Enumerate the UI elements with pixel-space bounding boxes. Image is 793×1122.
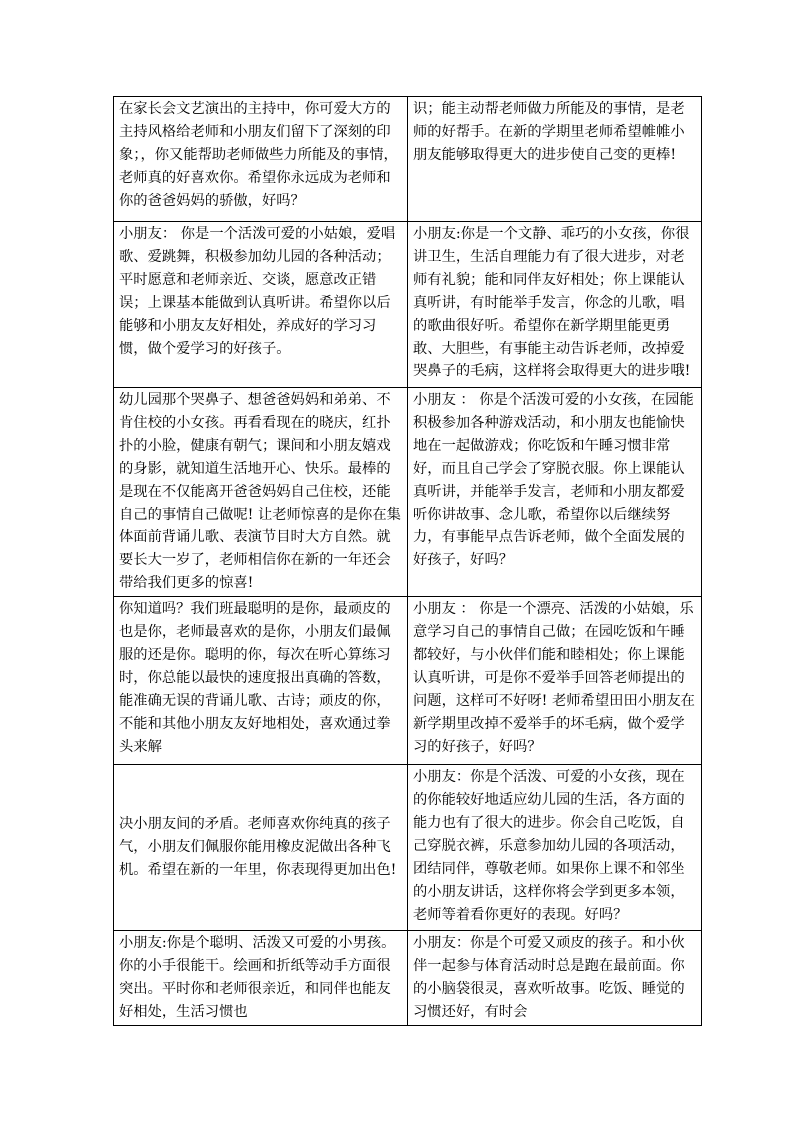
table-row xyxy=(114,597,702,765)
comment-cell: 小朋友 ： 你是个活泼可爱的小女孩，在园能积极参加各种游戏活动，和小朋友也能愉快地在一起做游戏；你吃饭和午睡习惯非常好，而且自己学会了穿脱衣服。你上课能认真听讲，并能举手发言，老师和小朋友都爱听你讲故事、念儿歌，希望你以后继续努力，有事能早点告诉老师，做个全面发展的好孩子，好吗？ xyxy=(408,388,702,597)
comment-cell: 小朋友： 你是一个活泼可爱的小姑娘，爱唱歌、爱跳舞，积极参加幼儿园的各种活动；平时愿意和老师亲近、交谈，愿意改正错误；上课基本能做到认真听讲。希望你以后能够和小朋友友好相处，养成好的学习习惯，做个爱学习的好孩子。 xyxy=(114,222,408,388)
comment-cell: 在家长会文艺演出的主持中，你可爱大方的主持风格给老师和小朋友们留下了深刻的印象；，你又能帮助老师做些力所能及的事情，老师真的好喜欢你。希望你永远成为老师和你的爸爸妈妈的骄傲，好吗？ xyxy=(114,97,408,222)
comments-table xyxy=(113,96,702,1026)
table-row xyxy=(114,931,702,1026)
comment-cell: 小朋友:你是个聪明、活泼又可爱的小男孩。你的小手很能干。绘画和折纸等动手方面很突出。平时你和老师很亲近，和同伴也能友好相处，生活习惯也 xyxy=(114,931,408,1026)
comment-cell: 幼儿园那个哭鼻子、想爸爸妈妈和弟弟、不肯住校的小女孩。再看看现在的晓庆，红扑扑的小脸，健康有朝气；课间和小朋友嬉戏的身影，就知道生活地开心、快乐。最棒的是现在不仅能离开爸爸妈妈自己住校，还能自己的事情自己做呢! 让老师惊喜的是你在集体面前背诵儿歌、表演节目时大方自然。就要长大一岁了，老师相信你在新的一年还会带给我们更多的惊喜! xyxy=(114,388,408,597)
table-row xyxy=(114,765,702,931)
comment-cell: 识；能主动帮老师做力所能及的事情，是老师的好帮手。在新的学期里老师希望帷帷小朋友能够取得更大的进步使自己变的更棒! xyxy=(408,97,702,222)
table-row xyxy=(114,97,702,222)
table-row xyxy=(114,388,702,597)
comment-cell: 决小朋友间的矛盾。老师喜欢你纯真的孩子气，小朋友们佩服你能用橡皮泥做出各种飞机。希望在新的一年里，你表现得更加出色! xyxy=(114,765,408,931)
comment-cell: 小朋友：你是个活泼、可爱的小女孩，现在的你能较好地适应幼儿园的生活，各方面的能力也有了很大的进步。你会自己吃饭，自己穿脱衣裤，乐意参加幼儿园的各项活动，团结同伴，尊敬老师。如果你上课不和邻坐的小朋友讲话，这样你将会学到更多本领，老师等着看你更好的表现。好吗？ xyxy=(408,765,702,931)
comment-cell: 小朋友 ： 你是一个漂亮、活泼的小姑娘，乐意学习自己的事情自己做；在园吃饭和午睡都较好，与小伙伴们能和睦相处；你上课能认真听讲，可是你不爱举手回答老师提出的问题，这样可不好呀! 老师希望田田小朋友在新学期里改掉不爱举手的坏毛病，做个爱学习的好孩子，好吗？ xyxy=(408,597,702,765)
comment-cell: 小朋友:你是一个文静、乖巧的小女孩，你很讲卫生，生活自理能力有了很大进步，对老师有礼貌；能和同伴友好相处；你上课能认真听讲，有时能举手发言，你念的儿歌，唱的歌曲很好听。希望你在新学期里能更勇敢、大胆些，有事能主动告诉老师，改掉爱哭鼻子的毛病，这样将会取得更大的进步哦! xyxy=(408,222,702,388)
comment-cell: 你知道吗？我们班最聪明的是你，最顽皮的也是你，老师最喜欢的是你，小朋友们最佩服的还是你。聪明的你，每次在听心算练习时，你总能以最快的速度报出真确的答数，能准确无误的背诵儿歌、古诗；顽皮的你，不能和其他小朋友友好地相处，喜欢通过拳头来解 xyxy=(114,597,408,765)
table-row xyxy=(114,222,702,388)
comment-cell: 小朋友：你是个可爱又顽皮的孩子。和小伙伴一起参与体育活动时总是跑在最前面。你 的小脑袋很灵，喜欢听故事。吃饭、睡觉的习惯还好，有时会 xyxy=(408,931,702,1026)
